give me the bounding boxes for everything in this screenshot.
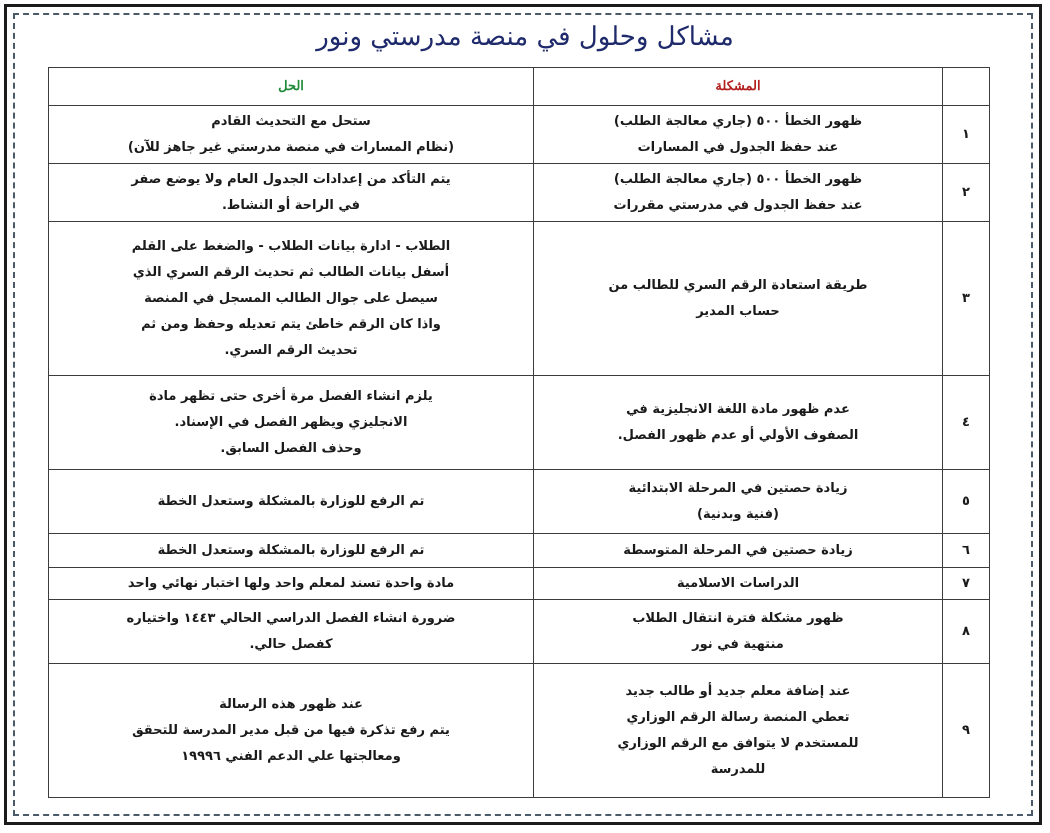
row-number: ٧: [943, 568, 990, 600]
problem-cell: [534, 600, 943, 664]
problem-cell: [534, 470, 943, 534]
problem-line: عند حفظ الجدول في مدرستي مقررات: [613, 197, 863, 213]
table-row: [49, 664, 990, 798]
row-number: ١: [943, 106, 990, 164]
header-problem: المشكلة: [534, 68, 943, 106]
problem-line: للمدرسة: [710, 761, 766, 777]
solution-cell: [49, 600, 534, 664]
row-number: ٤: [943, 376, 990, 470]
problem-line: الصفوف الأولي أو عدم ظهور الفصل.: [617, 427, 859, 443]
solution-line: تحديث الرقم السري.: [224, 342, 358, 358]
row-number: ٣: [943, 222, 990, 376]
solution-cell: [49, 568, 534, 600]
solution-line: ستحل مع التحديث القادم: [211, 113, 371, 129]
solution-cell: [49, 534, 534, 568]
row-number: ٨: [943, 600, 990, 664]
row-number: ٢: [943, 164, 990, 222]
problem-cell: [534, 222, 943, 376]
problem-line: عند حفظ الجدول في المسارات: [637, 139, 839, 155]
solution-line: يتم التأكد من إعدادات الجدول العام ولا يوضع صفر: [131, 171, 451, 187]
solution-line: ضرورة انشاء الفصل الدراسي الحالي ١٤٤٣ واختياره: [126, 610, 456, 626]
header-solution: الحل: [49, 68, 534, 106]
problem-line: زيادة حصتين في المرحلة المتوسطة: [623, 542, 853, 558]
solution-line: الطلاب - ادارة بيانات الطلاب - والضغط على القلم: [131, 238, 451, 254]
solution-cell: [49, 106, 534, 164]
solution-cell: [49, 222, 534, 376]
solution-line: الانجليزي ويظهر الفصل في الإسناد.: [174, 414, 408, 430]
row-number: ٦: [943, 534, 990, 568]
problem-line: تعطي المنصة رسالة الرقم الوزاري: [626, 709, 850, 725]
solution-cell: [49, 664, 534, 798]
problems-table: [48, 67, 990, 798]
solution-line: تم الرفع للوزارة بالمشكلة وستعدل الخطة: [157, 493, 425, 509]
solution-line: يلزم انشاء الفصل مرة أخرى حتى تظهر مادة: [149, 388, 433, 404]
table-row: [49, 470, 990, 534]
problem-line: ظهور الخطأ ٥٠٠ (جاري معالجة الطلب): [613, 113, 863, 129]
solution-line: كفصل حالي.: [249, 636, 333, 652]
solution-line: وحذف الفصل السابق.: [220, 440, 362, 456]
problem-line: منتهية في نور: [692, 636, 784, 652]
table-row: [49, 600, 990, 664]
problem-cell: [534, 568, 943, 600]
solution-line: مادة واحدة تسند لمعلم واحد ولها اختبار نهائي واحد: [127, 575, 455, 591]
row-number: ٥: [943, 470, 990, 534]
solution-line: يتم رفع تذكرة فيها من قبل مدير المدرسة للتحقق: [132, 722, 450, 738]
problem-cell: [534, 164, 943, 222]
problem-line: (فنية وبدنية): [697, 506, 779, 522]
problem-line: للمستخدم لا يتوافق مع الرقم الوزاري: [617, 735, 859, 751]
problem-line: طريقة استعادة الرقم السري للطالب من: [608, 277, 868, 293]
solution-line: في الراحة أو النشاط.: [221, 197, 361, 213]
solution-line: تم الرفع للوزارة بالمشكلة وستعدل الخطة: [157, 542, 425, 558]
table-row: [49, 222, 990, 376]
solution-cell: [49, 470, 534, 534]
problem-cell: [534, 376, 943, 470]
header-row: [49, 68, 990, 106]
table-row: [49, 164, 990, 222]
solution-cell: [49, 164, 534, 222]
problem-line: حساب المدير: [696, 303, 780, 319]
problem-line: ظهور مشكلة فترة انتقال الطلاب: [632, 610, 844, 626]
problem-line: عند إضافة معلم جديد أو طالب جديد: [625, 683, 851, 699]
table-row: [49, 568, 990, 600]
solution-line: (نظام المسارات في منصة مدرستي غير جاهز للآن): [127, 139, 455, 155]
table-row: [49, 534, 990, 568]
problem-cell: [534, 106, 943, 164]
page-title: مشاكل وحلول في منصة مدرستي ونور: [316, 22, 734, 52]
problem-line: ظهور الخطأ ٥٠٠ (جاري معالجة الطلب): [613, 171, 863, 187]
solution-cell: [49, 376, 534, 470]
problem-cell: [534, 534, 943, 568]
solution-line: سيصل على جوال الطالب المسجل في المنصة: [144, 290, 438, 306]
solution-line: أسفل بيانات الطالب ثم تحديث الرقم السري الذي: [132, 264, 450, 280]
solution-line: واذا كان الرقم خاطئ يتم تعديله وحفظ ومن ثم: [141, 316, 441, 332]
solution-line: ومعالجتها علي الدعم الفني ١٩٩٩٦: [181, 748, 401, 764]
problem-line: زيادة حصتين في المرحلة الابتدائية: [628, 480, 848, 496]
row-number: ٩: [943, 664, 990, 798]
problem-line: الدراسات الاسلامية: [676, 575, 800, 591]
problem-line: عدم ظهور مادة اللغة الانجليزية في: [626, 401, 850, 417]
problem-cell: [534, 664, 943, 798]
table-row: [49, 376, 990, 470]
table-row: [49, 106, 990, 164]
header-number: [943, 68, 990, 106]
solution-line: عند ظهور هذه الرسالة: [219, 696, 363, 712]
